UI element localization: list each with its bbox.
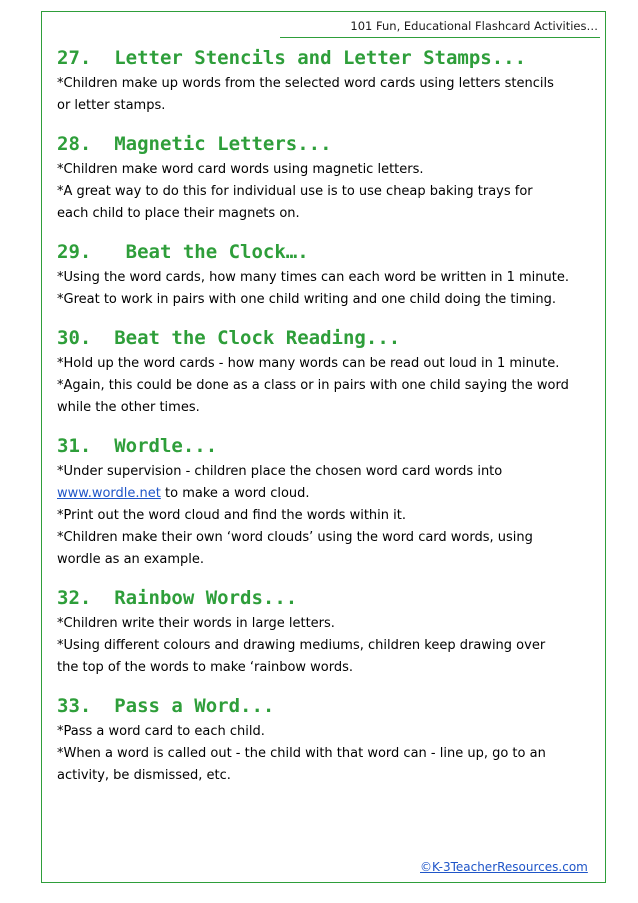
activity-32 xyxy=(57,585,605,679)
activity-line: *Print out the word cloud and find the words within it. xyxy=(57,508,406,523)
activity-line: *A great way to do this for individual use is to use cheap baking trays for xyxy=(57,184,533,199)
activity-title: 30. Beat the Clock Reading... xyxy=(57,327,401,349)
activity-33 xyxy=(57,693,605,787)
activity-line: *Great to work in pairs with one child writing and one child doing the timing. xyxy=(57,292,557,307)
activity-31 xyxy=(57,433,605,571)
activity-line: or letter stamps. xyxy=(57,98,166,113)
activity-28 xyxy=(57,131,605,225)
activity-line: *Using different colours and drawing mediums, children keep drawing over xyxy=(57,638,546,653)
activity-title: 31. Wordle... xyxy=(57,435,218,457)
activity-line: *Children make their own ‘word clouds’ using the word card words, using xyxy=(57,530,533,545)
activity-27 xyxy=(57,45,605,117)
activity-line: *Children write their words in large letters. xyxy=(57,616,335,631)
activity-30 xyxy=(57,325,605,419)
activity-line: *Hold up the word cards - how many words can be read out loud in 1 minute. xyxy=(57,356,560,371)
activity-line: each child to place their magnets on. xyxy=(57,206,300,221)
activity-line: *Again, this could be done as a class or in pairs with one child saying the word xyxy=(57,378,569,393)
page-header: 101 Fun, Educational Flashcard Activities… xyxy=(350,19,598,33)
activity-title: 32. Rainbow Words... xyxy=(57,587,298,609)
activity-29 xyxy=(57,239,605,311)
activity-line: while the other times. xyxy=(57,400,200,415)
activity-line: *When a word is called out - the child with that word can - line up, go to an xyxy=(57,746,546,761)
activity-line: www.wordle.net to make a word cloud. xyxy=(57,486,310,501)
activity-title: 28. Magnetic Letters... xyxy=(57,133,332,155)
footer-link[interactable]: ©K-3TeacherResources.com xyxy=(420,860,588,874)
wordle-link[interactable]: www.wordle.net xyxy=(57,486,161,501)
activity-line: *Children make word card words using magnetic letters. xyxy=(57,162,424,177)
activity-title: 29. Beat the Clock…. xyxy=(57,241,309,263)
content xyxy=(57,45,605,787)
activity-title: 33. Pass a Word... xyxy=(57,695,275,717)
activity-line: activity, be dismissed, etc. xyxy=(57,768,231,783)
activity-line: *Under supervision - children place the chosen word card words into xyxy=(57,464,503,479)
activity-title: 27. Letter Stencils and Letter Stamps... xyxy=(57,47,527,69)
activity-line: *Children make up words from the selected word cards using letters stencils xyxy=(57,76,554,91)
activity-line: wordle as an example. xyxy=(57,552,204,567)
activity-line: *Pass a word card to each child. xyxy=(57,724,265,739)
activity-line: the top of the words to make ‘rainbow words. xyxy=(57,660,354,675)
activity-line: *Using the word cards, how many times can each word be written in 1 minute. xyxy=(57,270,569,285)
